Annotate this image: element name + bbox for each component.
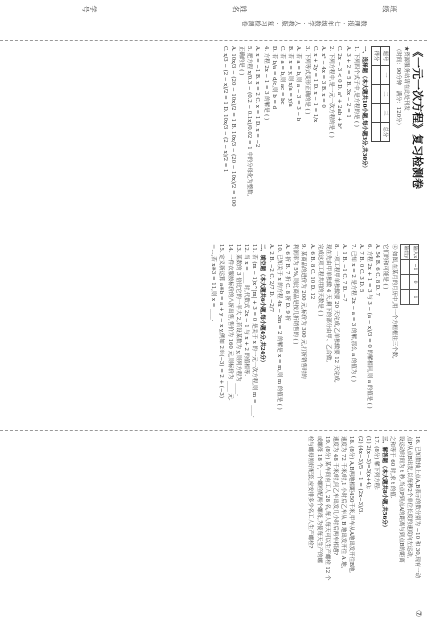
- text-line: 3. 下列等式变形正确的是 ( ): [303, 46, 310, 115]
- text-line: 二、填空题（本大题共6小题,每小题4分,共24分）: [259, 244, 266, 366]
- cut-line-left: [0, 40, 427, 41]
- mini-cell: 输出y: [400, 245, 409, 260]
- text-line: 11. 若 (m − 1)x^|m| + 3 = 0 是关于 x 的一元一次方程,则 m = ____.: [251, 244, 258, 418]
- text-line: 它们的和可能是 ( ): [382, 244, 389, 290]
- seal-name: 姓名: [232, 5, 247, 13]
- time-label: （时间：90分钟 满分：120分）: [394, 46, 401, 128]
- text-line: 或螺母 18 个,一个螺栓配两个螺母,为使每天生产的螺: [315, 436, 322, 563]
- mini-cell: [400, 290, 409, 305]
- seal-class: 班级: [382, 5, 397, 13]
- text-line: D. 若 b/a = d/c,则 b = d: [270, 46, 277, 110]
- score-cell: 二: [381, 85, 390, 104]
- text-line: A. 若 a = b,则 a − 3 = 3 − b: [295, 46, 302, 122]
- seal-number: 学号: [82, 5, 97, 13]
- text-line: A. 7 B. 0 C. 3 D. 5: [357, 244, 364, 293]
- text-line: 8. 一项工程甲单独做要 20 天完成,乙单独做要 12 天完成,: [333, 244, 340, 383]
- score-cell: [371, 104, 380, 123]
- text-line: 点P从点B出发,以每秒2个单位长度的速度向左运动,: [405, 436, 412, 559]
- text-line: C. x/3 − (2 − x)/2 = 1 D. 10x/3 − (2 − x)/2 = 1: [221, 46, 228, 173]
- binding-margin: [0, 0, 427, 40]
- text-line: 5. 把方程 x/0.3 − (0.2 − 0.1x)/0.02 = 1 中的分母化为整数,: [246, 46, 253, 197]
- text-line: 15. 定义新运算 a※b = a + y − x y,例如 2※(−3) = 2 + (−3): [218, 244, 225, 398]
- mini-cell: 1: [409, 290, 418, 305]
- column-questions-3: [11, 436, 421, 616]
- text-line: C. 2x − 3 < 0 D. a² + 2ab + b²: [336, 46, 343, 129]
- score-cell: 总分: [381, 123, 390, 142]
- score-cell: [371, 85, 380, 104]
- text-line: 设运动时间为 t 秒,当点P到点A的距离与到点B的距离: [397, 436, 404, 563]
- text-line: ＝...,若 x※3 = 11,则 x = ____.: [210, 244, 217, 322]
- page-title: 《一元一次方程》复习检测卷: [411, 46, 424, 189]
- text-line: C. 若 a = b,则 ac = bc: [278, 46, 285, 105]
- cut-line-center: [0, 430, 427, 431]
- text-line: (1) 2(x−3)=3(x+4);: [364, 436, 371, 489]
- text-line: A. 6 折 B. 7 折 C. 8 折 D. 9 折: [283, 244, 290, 321]
- mini-cell: [400, 275, 409, 290]
- question-lines: [306, 436, 421, 616]
- text-line: 利润率为 5%,则此商品是按几折销售的 ( ): [292, 244, 299, 345]
- score-cell: 得分: [371, 47, 380, 66]
- text-line: A. 6 B. 8 C. 10 D. 12: [308, 244, 315, 300]
- text-line: 栓与螺母刚好配套,应安排多少名工人生产螺栓?: [307, 436, 314, 549]
- mini-cell: −1: [409, 260, 418, 275]
- text-line: 18. (8分) A,B两地相距450千米,甲车从A地出发开往B地,: [348, 436, 355, 574]
- text-line: (2) (4x−3)/5 − 1 = (2x−3)/3.: [356, 436, 363, 515]
- text-line: A. x² − 4x = 3 B. x = 0: [319, 46, 326, 108]
- text-line: 16. 已知数轴上点A,B表示的数分别为 −10 和 30,现有一动: [414, 436, 420, 578]
- text-line: 14. 一件衣服按标价的八折出售,售价为 160 元,则标价为 ____ 元.: [226, 244, 233, 401]
- text-line: 正确的是 ( ): [237, 46, 244, 76]
- text-line: 之和等于 60 时,求 t 的值.: [389, 436, 396, 499]
- mini-cell: 0: [409, 275, 418, 290]
- text-line: 4. 方程 2x − 1 = 3 的解是 ( ): [262, 46, 269, 121]
- text-line: 7. 已知 x = 2 是方程 2x − a = 3 的解,那么 a 的值为 ( ): [349, 244, 356, 382]
- text-line: 现在先由甲单独做 4 天,剩下的部分由甲、乙合做,: [324, 244, 331, 363]
- column-questions-2: [11, 244, 421, 424]
- text-line: ④ 如图,在某月的月历中,用一个方框框住三个数,: [390, 244, 397, 359]
- text-line: A. x = −1 B. x = 2 C. x = 1 D. x = −2: [254, 46, 261, 148]
- text-line: 1. 下列四个式子中,是方程的是 ( ): [352, 46, 359, 127]
- text-line: 三、解答题（本大题共8小题,共56分）: [381, 436, 388, 530]
- text-line: 速度为 48 千米/时,问乙车出发几小时后两车相遇?: [331, 436, 338, 556]
- text-line: A. 10x/3 − (20 − 10x)/2 = 1 B. 10x/3 − (20 − 10x)/2 = 100: [229, 46, 236, 207]
- text-line: B. 若 x = y,则 x/a = y/a: [287, 46, 294, 107]
- text-line: 2. 下列方程中,是一元一次方程的是 ( ): [328, 46, 335, 138]
- text-line: 17. (8分) 解下列方程:: [372, 436, 379, 490]
- text-line: A. 2 B. −2 C. 2/7 D. −2/7: [267, 244, 274, 313]
- score-cell: [371, 123, 380, 142]
- text-line: 速度为 72 千米/时,1 小时后乙车从 B 地出发开往 A 地,: [340, 436, 347, 569]
- text-line: A. 54 B. 6 C. 8 D. 7: [374, 244, 381, 296]
- column-questions-1: [11, 46, 424, 236]
- text-line: 9. 某商品的进价为 200 元,标价为 300 元,打折销售时的: [300, 244, 307, 379]
- text-line: 19. (8分) 某车间有工人 28 名,每人每天可以生产螺栓 12 个: [323, 436, 330, 581]
- page-number: ⑦: [414, 610, 423, 618]
- text-line: 12. 当 x = ____ 时,代数式 2x − 1 与 x + 2 的值相等.: [242, 244, 249, 376]
- score-cell: 题号: [381, 47, 390, 66]
- text-line: A. 3 + 2 = 5 B. 3x − 2 = 1: [344, 46, 351, 118]
- text-line: 6. 方程 2x + 1 = 3 与 3 − (a − x)/3 = 0 的解相同,则 a 的值是 ( ): [365, 244, 372, 409]
- mini-cell: 输入x: [409, 245, 418, 260]
- text-line: 10. 已知关于 x 的方程 4x − 3m = 2 的解是 x = m,则 m 的值是 ( ): [275, 244, 282, 410]
- calendar-table: [400, 244, 419, 305]
- text-line: 一、选择题（本大题共10小题,每小题3分,共30分）: [360, 46, 367, 171]
- text-line: 13. 某数的 3 倍比它的一半大 2,若设某数为 y,则列方程为 ____.: [234, 244, 241, 396]
- question-lines: [220, 46, 368, 236]
- score-cell: [371, 66, 380, 85]
- score-cell: 一: [381, 66, 390, 85]
- text-line: A. 1 B. −1 C. 7 D. −7: [341, 244, 348, 302]
- score-table: [371, 46, 390, 142]
- text-line: C. x + 2y = 1 D. x − 1 = 1/x: [311, 46, 318, 123]
- text-line: 完成这项工程共用的天数是 ( ): [316, 244, 323, 317]
- score-cell: 三: [381, 104, 390, 123]
- mini-cell: [400, 260, 409, 275]
- notice-text: ★资源服务站请在此处刊发: [402, 46, 409, 111]
- question-lines: [209, 244, 398, 424]
- book-title-left: 数理报 · 七年级数学 · 人教版 · 复习检测卷: [241, 19, 367, 26]
